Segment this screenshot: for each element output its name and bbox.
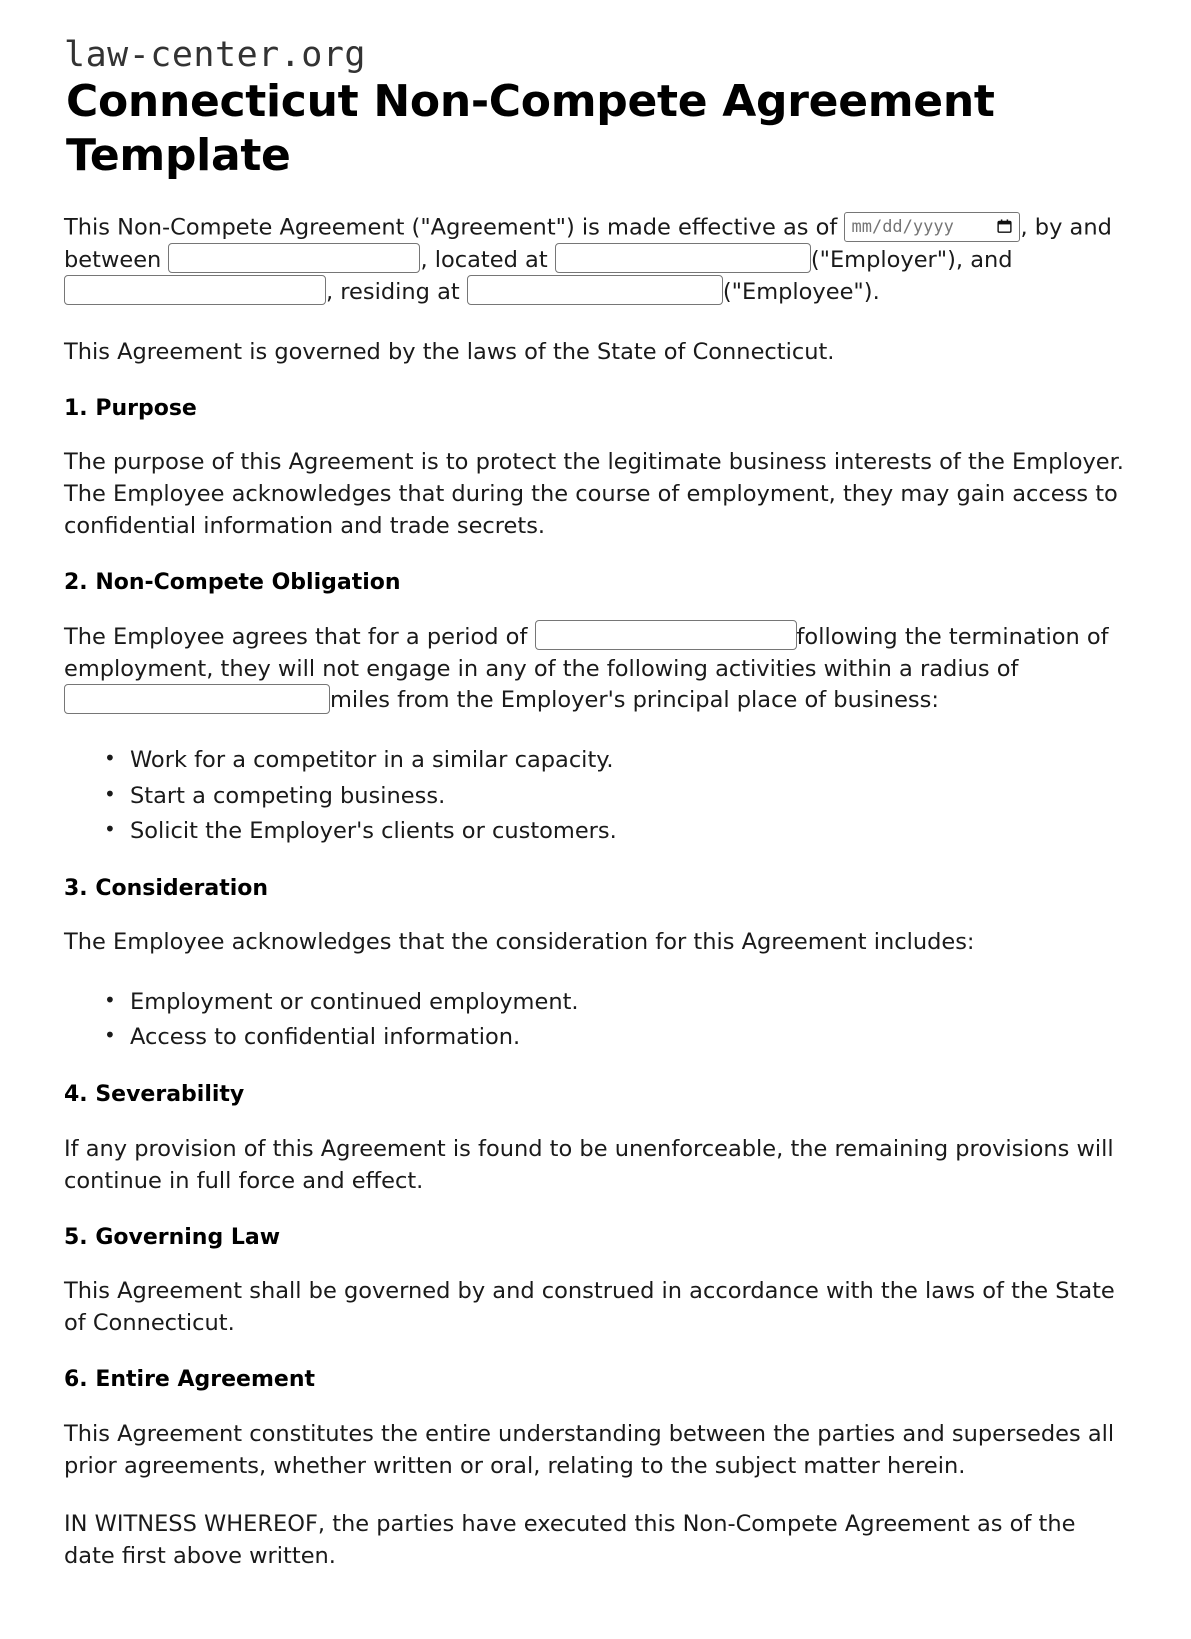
employee-address-input[interactable]	[467, 275, 723, 305]
list-item: • Access to confidential information.	[130, 1020, 1127, 1055]
effective-date-input[interactable]	[844, 212, 1020, 242]
intro-text-part2: , by and between	[64, 214, 1112, 273]
section-body-consideration: The Employee acknowledges that the consideration for this Agreement includes:	[64, 929, 975, 956]
section-body-entire-agreement: This Agreement constitutes the entire understanding between the parties and supersedes all prior agreements, whether written or oral, relating to the subject matter herein.	[64, 1420, 1115, 1479]
employer-name-input[interactable]	[168, 243, 420, 273]
employee-name-input[interactable]	[64, 275, 326, 305]
employer-address-input[interactable]	[555, 243, 811, 273]
page-title: Connecticut Non-Compete Agreement Template	[66, 76, 995, 181]
intro-text-part4: ("Employer"), and	[810, 246, 1013, 273]
obligation-text-b: following the termination of employment, they will not engage in any of the following activities within a radius of	[64, 623, 1109, 682]
radius-miles-input[interactable]	[64, 684, 330, 714]
section-body-severability: If any provision of this Agreement is found to be unenforceable, the remaining provisions will continue in full force and effect.	[64, 1136, 1114, 1194]
section-heading-consideration: 3. Consideration	[64, 875, 269, 901]
intro-text-part6: ("Employee").	[722, 278, 880, 305]
prohibited-activities-list	[64, 743, 1127, 848]
intro-text-part1: This Non-Compete Agreement ("Agreement") is made effective as of	[64, 214, 838, 241]
list-item: • Work for a competitor in a similar capacity.	[130, 743, 1127, 778]
section-body-purpose: The purpose of this Agreement is to protect the legitimate business interests of the Employer. The Employee acknowledges that during the course of employment, they may gain access to confidential information and trade secrets.	[64, 449, 1124, 540]
intro-text-part3: , located at	[420, 246, 548, 273]
section-heading-governing-law: 5. Governing Law	[64, 1224, 281, 1250]
list-item: • Start a competing business.	[130, 779, 1127, 814]
consideration-list	[64, 985, 1127, 1055]
obligation-text-c: miles from the Employer's principal place of business:	[330, 687, 939, 714]
section-heading-non-compete-obligation: 2. Non-Compete Obligation	[64, 570, 401, 595]
list-item: • Employment or continued employment.	[130, 985, 1127, 1020]
section-body-non-compete-obligation	[64, 622, 1127, 718]
non-compete-period-input[interactable]	[535, 620, 797, 650]
effective-date-wrapper	[844, 210, 1020, 242]
section-heading-severability: 4. Severability	[64, 1082, 245, 1108]
section-heading-purpose: 1. Purpose	[64, 395, 197, 421]
section-heading-entire-agreement: 6. Entire Agreement	[64, 1367, 315, 1393]
section-body-governing-law: This Agreement shall be governed by and construed in accordance with the laws of the State of Connecticut.	[64, 1278, 1115, 1337]
obligation-text-a: The Employee agrees that for a period of	[64, 623, 528, 650]
intro-paragraph	[64, 212, 1127, 308]
governing-law-line: This Agreement is governed by the laws of the State of Connecticut.	[64, 338, 835, 365]
witness-clause: IN WITNESS WHEREOF, the parties have executed this Non-Compete Agreement as of the date first above written.	[64, 1510, 1076, 1569]
list-item: • Solicit the Employer's clients or customers.	[130, 814, 1127, 849]
site-name: law-center.org	[64, 35, 367, 75]
intro-text-part5: , residing at	[326, 278, 460, 305]
